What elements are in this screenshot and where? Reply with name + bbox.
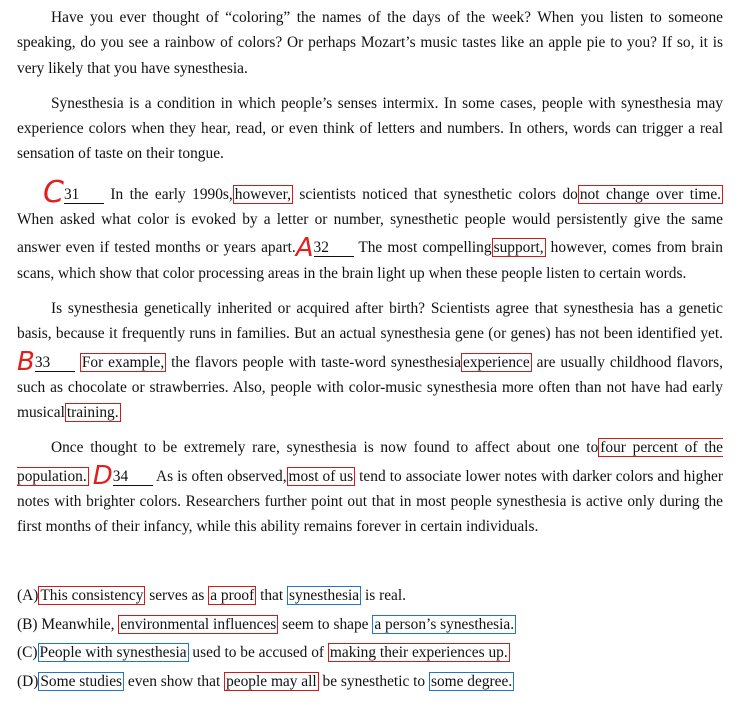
option-c-red-1: making their experiences up. <box>329 644 508 661</box>
highlight-experience: experience <box>463 353 530 371</box>
handwritten-answer-33: B <box>17 346 35 377</box>
option-a-red-2: a proof <box>210 587 255 604</box>
passage <box>17 5 723 550</box>
highlight-training: training. <box>66 404 119 422</box>
handwritten-answer-32: A <box>295 233 314 264</box>
highlight-however: however, <box>234 185 291 203</box>
paragraph-3: C31 In the early 1990s, however, scientists noticed that synesthetic colors do not change over time. When asked what color is evoked by a letter or number, synesthetic people would persistently give the same answer even if tested months or years apart.A32 The most compelling support, however, comes from brain scans, which show that color processing areas in the brain light up when these people listen to certain words. <box>17 174 723 282</box>
highlight-four-percent: four percent of the population. <box>17 439 723 485</box>
option-c[interactable]: (C) People with synesthesia used to be accused of making their experiences up. <box>17 644 508 661</box>
highlight-most-of-us: most of us <box>288 467 354 485</box>
option-d-blue-1: Some studies <box>40 672 123 690</box>
highlight-support: support, <box>493 239 544 257</box>
option-c-blue-1: People with synesthesia <box>39 644 187 661</box>
option-a-red-1: This consistency <box>40 587 144 604</box>
handwritten-answer-34: D <box>92 460 113 491</box>
option-a-blue-1: synesthesia <box>289 587 360 604</box>
paragraph-4: Is synesthesia genetically inherited or acquired after birth? Scientists agree that synesthesia has a genetic basis, because it frequently runs in families. But an actual synesthesia gene (or genes) has not been identified yet. B33 For example, the flavors people with taste-word synesthesia experience are usually childhood flavors, such as chocolate or strawberries. Also, people with color-music synesthesia more often than not have had early musical training. <box>17 299 723 422</box>
option-b-blue-1: a person’s synesthesia. <box>374 615 515 633</box>
highlight-for-example: For example, <box>81 353 165 371</box>
paragraph-5: Once thought to be extremely rare, synesthesia is now found to affect about one to four percent of the population. D34 As is often observed, most of us tend to associate lower notes with darker colors and higher notes with brighter colors. Researchers further point out that in most people synesthesia is active only during the first months of their infancy, while this ability remains forever in certain individuals. <box>17 439 723 536</box>
blank-32: 32 <box>314 240 354 257</box>
option-b[interactable]: (B) Meanwhile, environmental influences seem to shape a person’s synesthesia. <box>17 615 515 633</box>
paragraph-2: Synesthesia is a condition in which people’s senses intermix. In some cases, people with synesthesia may experience colors when they hear, read, or even think of letters and numbers. In others, words can trigger a real sensation of taste on their tongue. <box>17 94 723 163</box>
blank-31: 31 <box>64 187 104 204</box>
handwritten-answer-31: C <box>43 174 64 210</box>
option-a[interactable]: (A) This consistency serves as a proof that synesthesia is real. <box>17 587 406 604</box>
blank-33: 33 <box>35 355 75 372</box>
answer-options <box>17 582 723 696</box>
option-d-blue-2: some degree. <box>430 672 513 690</box>
paragraph-1: Have you ever thought of “coloring” the names of the days of the week? When you listen to someone speaking, do you see a rainbow of colors? Or perhaps Mozart’s music tastes like an apple pie to you? If so, it is very likely that you have synesthesia. <box>17 9 723 77</box>
option-d[interactable]: (D) Some studies even show that people may all be synesthetic to some degree. <box>17 672 513 690</box>
highlight-not-change-over-time: not change over time. <box>579 185 721 203</box>
option-b-red-1: environmental influences <box>120 615 277 633</box>
blank-34: 34 <box>113 469 153 486</box>
option-d-red-1: people may all <box>226 672 317 690</box>
